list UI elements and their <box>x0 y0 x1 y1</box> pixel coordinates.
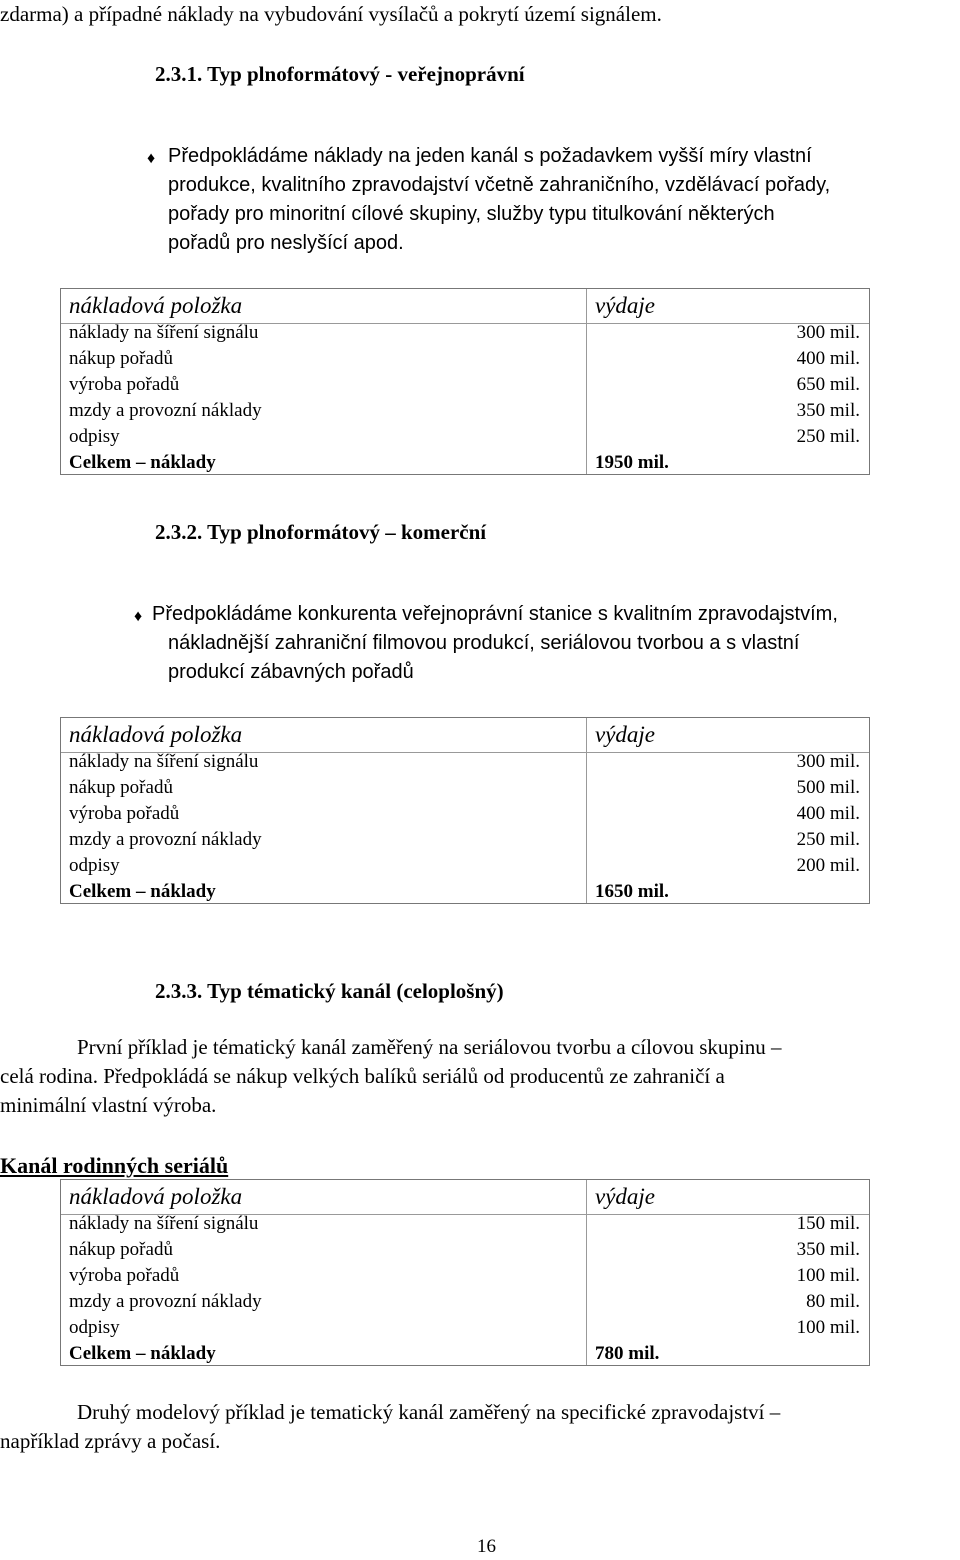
bullet-line: produkcí zábavných pořadů <box>168 661 414 683</box>
table-row-amount: 650 mil. <box>796 374 860 395</box>
paragraph-line: celá rodina. Předpokládá se nákup velkých balíků seriálů od producentů ze zahraničí a <box>0 1064 725 1088</box>
table-row-amount: 200 mil. <box>796 855 860 876</box>
table-row-amount: 400 mil. <box>796 803 860 824</box>
table-total-amount: 780 mil. <box>595 1343 660 1364</box>
cost-table-2-3-3 <box>60 1179 870 1366</box>
table-row-label: mzdy a provozní náklady <box>69 1291 262 1312</box>
table-row-amount: 150 mil. <box>796 1213 860 1234</box>
table-row-label: nákup pořadů <box>69 777 173 798</box>
table-row-label: nákup pořadů <box>69 1239 173 1260</box>
table-row-label: náklady na šíření signálu <box>69 322 259 343</box>
paragraph-line: Druhý modelový příklad je tematický kanál zaměřený na specifické zpravodajství – <box>77 1400 781 1424</box>
table-row-amount: 350 mil. <box>796 400 860 421</box>
table-row-amount: 100 mil. <box>796 1317 860 1338</box>
table-total-amount: 1650 mil. <box>595 881 669 902</box>
table-row-label: mzdy a provozní náklady <box>69 829 262 850</box>
table-header-cost: výdaje <box>595 1184 656 1209</box>
bullet-line: Předpokládáme konkurenta veřejnoprávní stanice s kvalitním zpravodajstvím, <box>152 603 838 625</box>
table-row-amount: 250 mil. <box>796 426 860 447</box>
bullet-line: pořadů pro neslyšící apod. <box>168 232 404 254</box>
table-row-label: výroba pořadů <box>69 1265 180 1286</box>
bullet-line: produkce, kvalitního zpravodajství včetně zahraničního, vzdělávací pořady, <box>168 174 831 196</box>
paragraph-line: například zprávy a počasí. <box>0 1429 221 1453</box>
table-column-divider <box>586 289 587 474</box>
cost-table-2-3-1 <box>60 288 870 475</box>
table-row-label: náklady na šíření signálu <box>69 1213 259 1234</box>
intro-text: zdarma) a případné náklady na vybudování vysílačů a pokrytí území signálem. <box>0 2 662 26</box>
table-row-amount: 300 mil. <box>796 751 860 772</box>
paragraph-line: minimální vlastní výroba. <box>0 1093 217 1117</box>
table-column-divider <box>586 1180 587 1365</box>
table-row-amount: 350 mil. <box>796 1239 860 1260</box>
diamond-bullet-icon: ♦ <box>147 150 156 167</box>
bullet-line: Předpokládáme náklady na jeden kanál s požadavkem vyšší míry vlastní <box>168 145 812 167</box>
table-header-item: nákladová položka <box>69 722 243 747</box>
table-row-label: výroba pořadů <box>69 374 180 395</box>
section-heading-2-3-1: 2.3.1. Typ plnoformátový - veřejnoprávní <box>155 62 525 86</box>
table-row-label: odpisy <box>69 855 120 876</box>
table-column-divider <box>586 718 587 903</box>
table-row-amount: 80 mil. <box>806 1291 860 1312</box>
diamond-bullet-icon: ♦ <box>134 608 143 625</box>
bullet-line: nákladnější zahraniční filmovou produkcí, seriálovou tvorbou a s vlastní <box>168 632 800 654</box>
table-row-amount: 500 mil. <box>796 777 860 798</box>
table-row-label: mzdy a provozní náklady <box>69 400 262 421</box>
table-header-item: nákladová položka <box>69 293 243 318</box>
cost-table-2-3-2 <box>60 717 870 904</box>
table-row-label: náklady na šíření signálu <box>69 751 259 772</box>
table-row-label: odpisy <box>69 426 120 447</box>
bullet-line: pořady pro minoritní cílové skupiny, služby typu titulkování některých <box>168 203 775 225</box>
table-row-amount: 300 mil. <box>796 322 860 343</box>
table-total-label: Celkem – náklady <box>69 452 216 473</box>
section-heading-2-3-2: 2.3.2. Typ plnoformátový – komerční <box>155 520 487 544</box>
table-row-amount: 400 mil. <box>796 348 860 369</box>
table-row-amount: 100 mil. <box>796 1265 860 1286</box>
paragraph-line: První příklad je tématický kanál zaměřený na seriálovou tvorbu a cílovou skupinu – <box>77 1035 782 1059</box>
section-heading-2-3-3: 2.3.3. Typ tématický kanál (celoplošný) <box>155 979 504 1003</box>
table-total-label: Celkem – náklady <box>69 881 216 902</box>
table-header-item: nákladová položka <box>69 1184 243 1209</box>
table-row-label: nákup pořadů <box>69 348 173 369</box>
table-header-cost: výdaje <box>595 722 656 747</box>
table-row-label: výroba pořadů <box>69 803 180 824</box>
table-total-label: Celkem – náklady <box>69 1343 216 1364</box>
table-caption: Kanál rodinných seriálů <box>0 1153 229 1178</box>
page-number: 16 <box>477 1536 496 1557</box>
table-header-cost: výdaje <box>595 293 656 318</box>
table-row-label: odpisy <box>69 1317 120 1338</box>
table-total-amount: 1950 mil. <box>595 452 669 473</box>
table-row-amount: 250 mil. <box>796 829 860 850</box>
